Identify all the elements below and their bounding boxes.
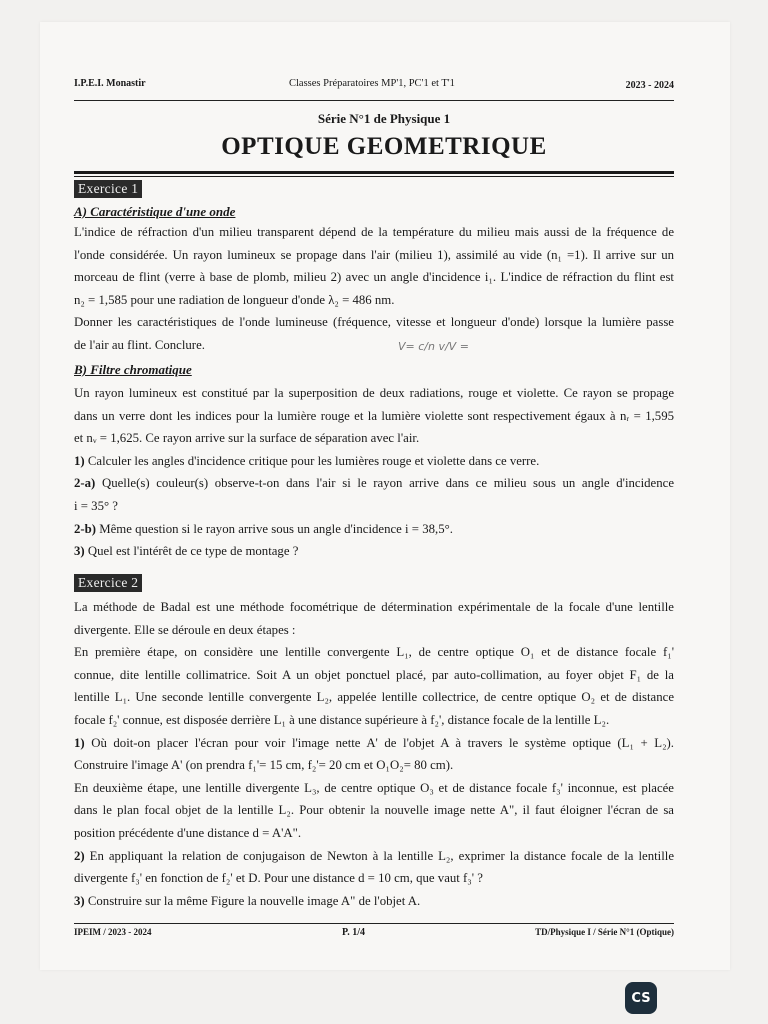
question-3 <box>74 890 674 913</box>
question-number: 3) <box>74 893 85 908</box>
serie-title: Série N°1 de Physique 1 <box>317 111 451 126</box>
classes-label: Classes Préparatoires MP'1, PC'1 et T'1 <box>289 78 455 89</box>
exercise-2-label-text: Exercice 2 <box>78 575 139 590</box>
question-2 <box>74 845 674 868</box>
question-2b <box>74 518 674 541</box>
question-text: Calculer les angles d'incidence critique pour les lumières rouge et violette dans ce verre. <box>84 453 540 468</box>
text-line: position précédente d'une distance d = A'A". <box>74 825 302 840</box>
header-divider <box>74 100 674 101</box>
question-text: Quelle(s) couleur(s) observe-t-on dans l'air si le rayon arrive dans ce milieu sous un angle d'incidence <box>95 476 674 491</box>
footer <box>74 927 674 941</box>
header <box>74 78 674 100</box>
text-line: et nᵥ = 1,625. Ce rayon arrive sur la surface de séparation avec l'air. <box>74 431 420 446</box>
school-name: I.P.E.I. Monastir <box>74 78 146 89</box>
text-line: La méthode de Badal est une méthode focométrique de détermination expérimentale de la focale d'une lentille <box>74 600 674 614</box>
text-line: l'onde considérée. Un rayon lumineux se propage dans l'air (milieu 1), assimilé au vide (n₁ =1). Il arrive sur un <box>74 247 674 262</box>
exercise-2-body <box>74 596 674 912</box>
text-line: de l'air au flint. Conclure. <box>74 337 205 352</box>
question-text: Même question si le rayon arrive sous un angle d'incidence i = 38,5°. <box>96 521 453 536</box>
exercise-1-part-a <box>74 221 674 357</box>
text-line: Donner les caractéristiques de l'onde lumineuse (fréquence, vitesse et longueur d'onde) lorsque la lumière passe <box>74 315 674 330</box>
school-year: 2023 - 2024 <box>625 80 674 91</box>
question-number: 3) <box>74 544 85 559</box>
logo-text: CS <box>631 990 651 1006</box>
question-text: En appliquant la relation de conjugaison de Newton à la lentille L₂, exprimer la distance focale de la lentille <box>84 848 674 863</box>
text-line: lentille L₁. Une seconde lentille convergente L₂, appelée lentille collectrice, de centre optique O₂ et de distance <box>74 690 674 705</box>
question-number: 1) <box>74 453 85 468</box>
text-line: L'indice de réfraction d'un milieu transparent dépend de la température du milieu mais aussi de la fréquence de <box>74 225 674 239</box>
exercise-1-label <box>74 180 142 198</box>
handwritten-note: V= c/n v/V = <box>398 340 469 353</box>
page-number: P. 1/4 <box>342 927 365 938</box>
title-rule-thin <box>74 176 674 177</box>
exercise-1-label-text: Exercice 1 <box>78 181 139 196</box>
text-line: Construire l'image A' (on prendra f₁'= 15 cm, f₂'= 20 cm et O₁O₂= 80 cm). <box>74 758 454 773</box>
text-line: divergente f₃' en fonction de f₂' et D. Pour une distance d = 10 cm, que vaut f₃' ? <box>74 871 483 886</box>
text-line: dans un verre dont les indices pour la lumière rouge et la lumière violette sont respectivement égaux à nᵣ = 1,595 <box>74 408 674 423</box>
text-line: morceau de flint (verre à base de plomb, milieu 2) avec un angle d'incidence i₁. L'indice de réfraction du flint est <box>74 270 674 285</box>
question-2a <box>74 472 674 495</box>
question-number: 2-b) <box>74 521 97 536</box>
section-b-heading: B) Filtre chromatique <box>74 362 192 377</box>
question-text: Construire sur la même Figure la nouvelle image A" de l'objet A. <box>84 893 421 908</box>
document-title: OPTIQUE GEOMETRIQUE <box>221 133 547 160</box>
question-1 <box>74 732 674 755</box>
text-line: focale f₂' connue, est disposée derrière L₁ à une distance supérieure à f₂', distance focale de la lentille L₂. <box>74 712 610 727</box>
exercise-1-part-b <box>74 382 674 563</box>
question-number: 2) <box>74 848 85 863</box>
question-text: Où doit-on placer l'écran pour voir l'image nette A' de l'objet A à travers le système optique (L₁ + L₂). <box>84 735 674 750</box>
exercise-2-label <box>74 574 142 592</box>
question-text: Quel est l'intérêt de ce type de montage ? <box>84 544 299 559</box>
title-rule-thick <box>74 171 674 174</box>
question-number: 2-a) <box>74 476 96 491</box>
text-line: i = 35° ? <box>74 498 118 513</box>
footer-divider <box>74 923 674 924</box>
section-a-heading: A) Caractéristique d'une onde <box>74 204 236 219</box>
text-line: En première étape, on considère une lentille convergente L₁, de centre optique O₁ et de distance focale f₁' <box>74 645 674 660</box>
footer-right: TD/Physique I / Série N°1 (Optique) <box>535 927 674 937</box>
footer-left: IPEIM / 2023 - 2024 <box>74 927 152 937</box>
text-line: divergente. Elle se déroule en deux étapes : <box>74 622 296 637</box>
question-1 <box>74 450 674 473</box>
text-line: En deuxième étape, une lentille divergente L₃, de centre optique O₃ et de distance focale f₃' inconnue, est placée <box>74 780 674 795</box>
text-line: Un rayon lumineux est constitué par la superposition de deux radiations, rouge et violette. Ce rayon se propage <box>74 386 674 400</box>
question-number: 1) <box>74 735 85 750</box>
text-line: connue, dite lentille collimatrice. Soit A un objet ponctuel placé, par auto-collimation, au foyer objet F₁ de la <box>74 667 674 682</box>
question-3 <box>74 540 674 563</box>
text-line: n₂ = 1,585 pour une radiation de longueur d'onde λ₂ = 486 nm. <box>74 292 395 307</box>
camscanner-logo-icon <box>625 982 657 1014</box>
text-line: dans le plan focal objet de la lentille L₂. Pour obtenir la nouvelle image nette A", il faut éloigner l'écran de sa <box>74 803 674 818</box>
